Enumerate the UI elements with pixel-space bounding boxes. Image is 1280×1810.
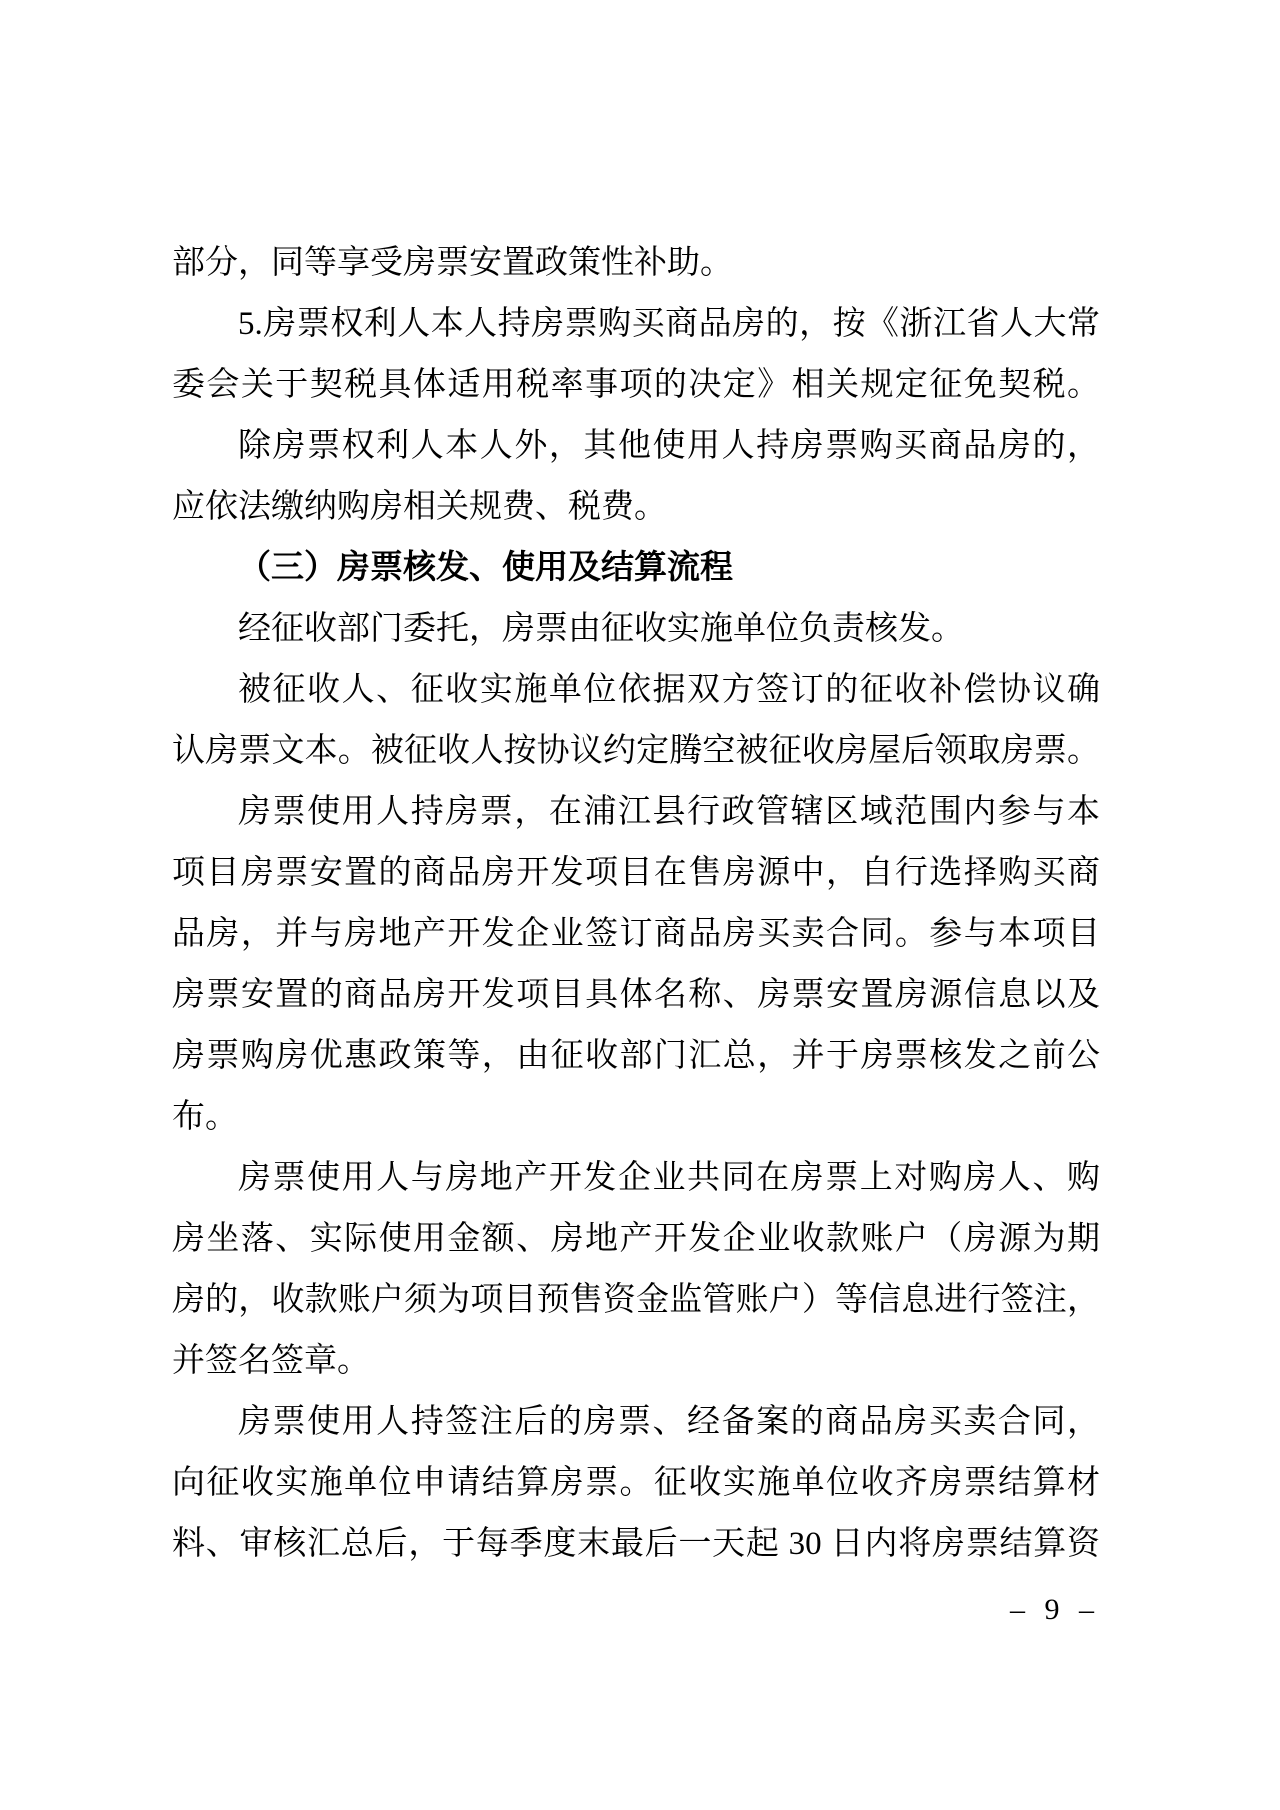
text-line: 经征收部门委托，房票由征收实施单位负责核发。 bbox=[238, 611, 964, 647]
text-line: 并签名签章。 bbox=[172, 1343, 370, 1379]
text-line: （三）房票核发、使用及结算流程 bbox=[238, 550, 733, 586]
text-line: 房票使用人持房票，在浦江县行政管辖区域范围内参与本 bbox=[238, 794, 1100, 830]
document-body bbox=[172, 233, 1100, 1575]
text-line: 委会关于契税具体适用税率事项的决定》相关规定征免契税。 bbox=[172, 367, 1100, 403]
text-line: 料、审核汇总后，于每季度末最后一天起 30 日内将房票结算资 bbox=[172, 1526, 1100, 1562]
text-line: 被征收人、征收实施单位依据双方签订的征收补偿协议确 bbox=[238, 672, 1100, 708]
page-number: – 9 – bbox=[1010, 1593, 1100, 1626]
text-line: 房票购房优惠政策等，由征收部门汇总，并于房票核发之前公 bbox=[172, 1038, 1100, 1074]
text-line: 部分，同等享受房票安置政策性补助。 bbox=[172, 245, 733, 281]
text-line: 布。 bbox=[172, 1099, 238, 1135]
text-line: 房坐落、实际使用金额、房地产开发企业收款账户（房源为期 bbox=[172, 1221, 1100, 1257]
text-line: 房票安置的商品房开发项目具体名称、房票安置房源信息以及 bbox=[172, 977, 1100, 1013]
text-line: 应依法缴纳购房相关规费、税费。 bbox=[172, 489, 667, 525]
text-line: 品房，并与房地产开发企业签订商品房买卖合同。参与本项目 bbox=[172, 916, 1100, 952]
text-line: 除房票权利人本人外，其他使用人持房票购买商品房的， bbox=[238, 428, 1100, 464]
text-line: 5.房票权利人本人持房票购买商品房的，按《浙江省人大常 bbox=[238, 306, 1100, 342]
text-line: 认房票文本。被征收人按协议约定腾空被征收房屋后领取房票。 bbox=[172, 733, 1100, 769]
text-line: 房票使用人与房地产开发企业共同在房票上对购房人、购 bbox=[238, 1160, 1100, 1196]
text-line: 向征收实施单位申请结算房票。征收实施单位收齐房票结算材 bbox=[172, 1465, 1100, 1501]
text-line: 项目房票安置的商品房开发项目在售房源中，自行选择购买商 bbox=[172, 855, 1100, 891]
text-line: 房的，收款账户须为项目预售资金监管账户）等信息进行签注， bbox=[172, 1282, 1100, 1318]
text-line: 房票使用人持签注后的房票、经备案的商品房买卖合同， bbox=[238, 1404, 1100, 1440]
